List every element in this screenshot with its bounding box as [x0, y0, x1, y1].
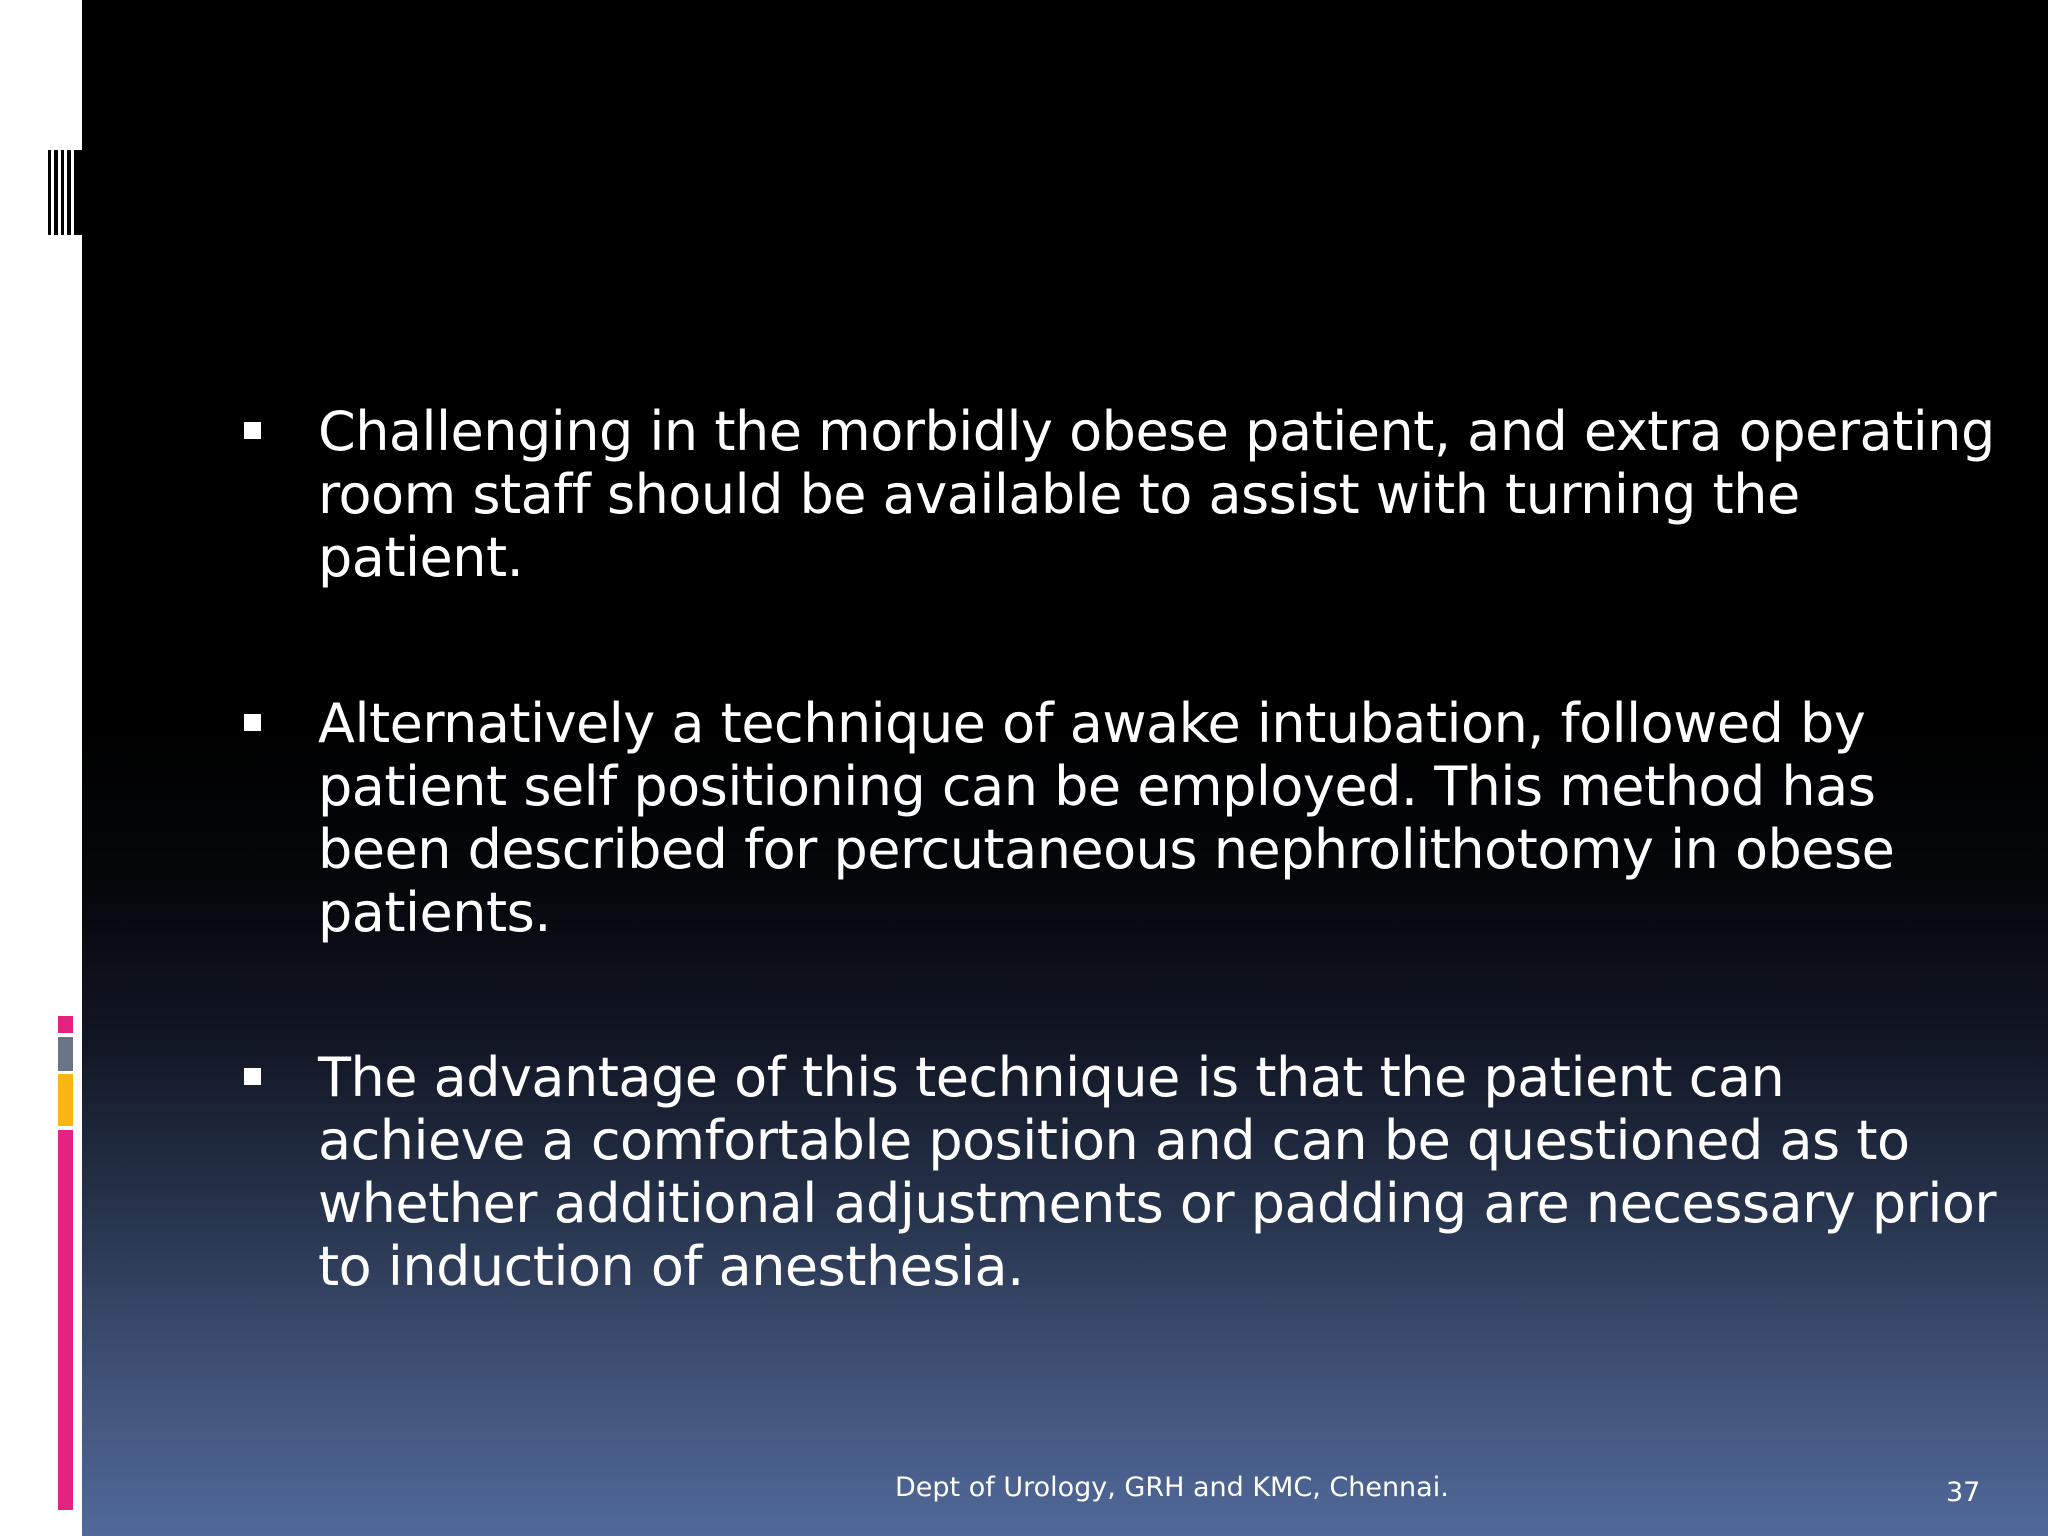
slide-number: 37: [1946, 1477, 1981, 1508]
square-bullet-icon: [244, 714, 261, 731]
decorative-bar-slate: [58, 1037, 73, 1071]
decorative-stripes: [48, 150, 82, 235]
bullet-text: Challenging in the morbidly obese patient, and extra operating room staff should be available to assist with turning the patient.: [318, 400, 1995, 589]
slide-footer: Dept of Urology, GRH and KMC, Chennai.: [895, 1472, 1449, 1503]
bullet-text: Alternatively a technique of awake intubation, followed by patient self positioning can be employed. This method has been described for percutaneous nephrolithotomy in obese patients.: [318, 692, 1895, 944]
square-bullet-icon: [244, 1068, 261, 1085]
square-bullet-icon: [244, 422, 261, 439]
decorative-bar-magenta: [58, 1130, 73, 1510]
decorative-bar-magenta-top: [58, 1016, 73, 1033]
bullet-text: The advantage of this technique is that the patient can achieve a comfortable position and can be questioned as to whether additional adjustments or padding are necessary prior to induction of anesthesia.: [318, 1046, 1997, 1298]
decorative-bar-gold: [58, 1074, 73, 1126]
